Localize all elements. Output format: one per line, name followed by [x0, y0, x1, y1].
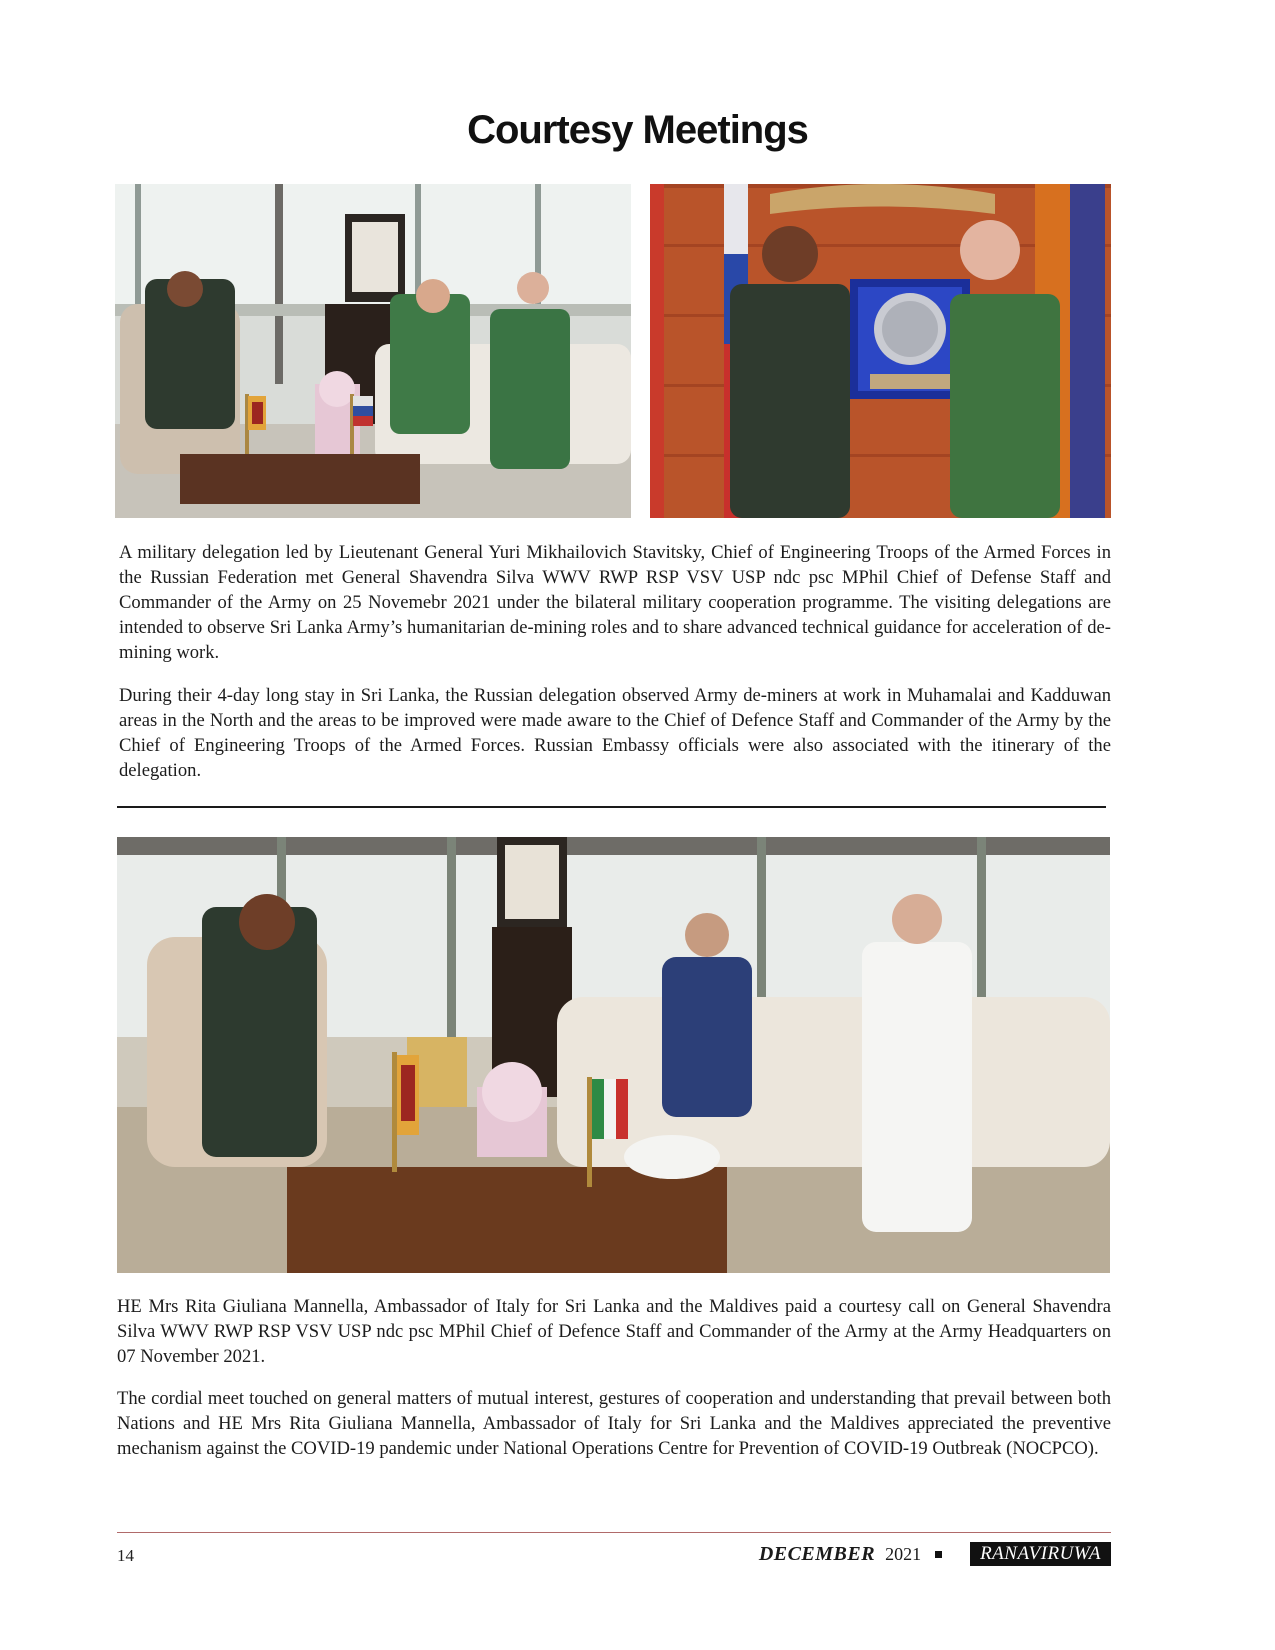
section-divider [117, 806, 1106, 808]
publication-name: RANAVIRUWA [970, 1542, 1111, 1566]
page-title: Courtesy Meetings [467, 108, 808, 152]
page-number: 14 [117, 1546, 134, 1565]
photo-plaque-presentation [650, 184, 1111, 518]
paragraph: During their 4-day long stay in Sri Lanka, the Russian delegation observed Army de-miners at work in Muhamalai and Kadduwan areas in the North and the areas to be improved were made aware to the Chief of Defence Staff and Commander of the Army by the Chief of Engineering Troops of the Armed Forces. Russian Embassy officials were also associated with the itinerary of the delegation. [119, 685, 1111, 781]
paragraph: HE Mrs Rita Giuliana Mannella, Ambassador of Italy for Sri Lanka and the Maldives paid a courtesy call on General Shavendra Silva WWV RWP RSP VSV USP ndc psc MPhil Chief of Defence Staff and Commander of the Army at the Army Headquarters on 07 November 2021. [117, 1296, 1111, 1367]
issue-month: DECEMBER [758, 1542, 876, 1565]
paragraph: A military delegation led by Lieutenant General Yuri Mikhailovich Stavitsky, Chief of Engineering Troops of the Armed Forces in the Russian Federation met General Shavendra Silva WWV RWP RSP VSV USP ndc psc MPhil Chief of Defense Staff and Commander of the Army on 25 Novemebr 2021 under the bilateral military cooperation programme. The visiting delegations are intended to observe Sri Lanka Army’s humanitarian de-mining roles and to share advanced technical guidance for acceleration of de-mining work. [119, 542, 1111, 663]
photo-meeting-room [115, 184, 631, 518]
photo-ambassador-meeting [117, 837, 1110, 1273]
issue-year: 2021 [885, 1543, 922, 1564]
square-bullet-icon [935, 1551, 942, 1558]
footer-rule [117, 1532, 1111, 1533]
footer-issue [759, 1542, 1111, 1566]
paragraph: The cordial meet touched on general matters of mutual interest, gestures of cooperation and understanding that prevail between both Nations and HE Mrs Rita Giuliana Mannella, Ambassador of Italy for Sri Lanka and the Maldives appreciated the preventive mechanism against the COVID-19 pandemic under National Operations Centre for Prevention of COVID-19 Outbreak (NOCPCO). [117, 1388, 1111, 1459]
